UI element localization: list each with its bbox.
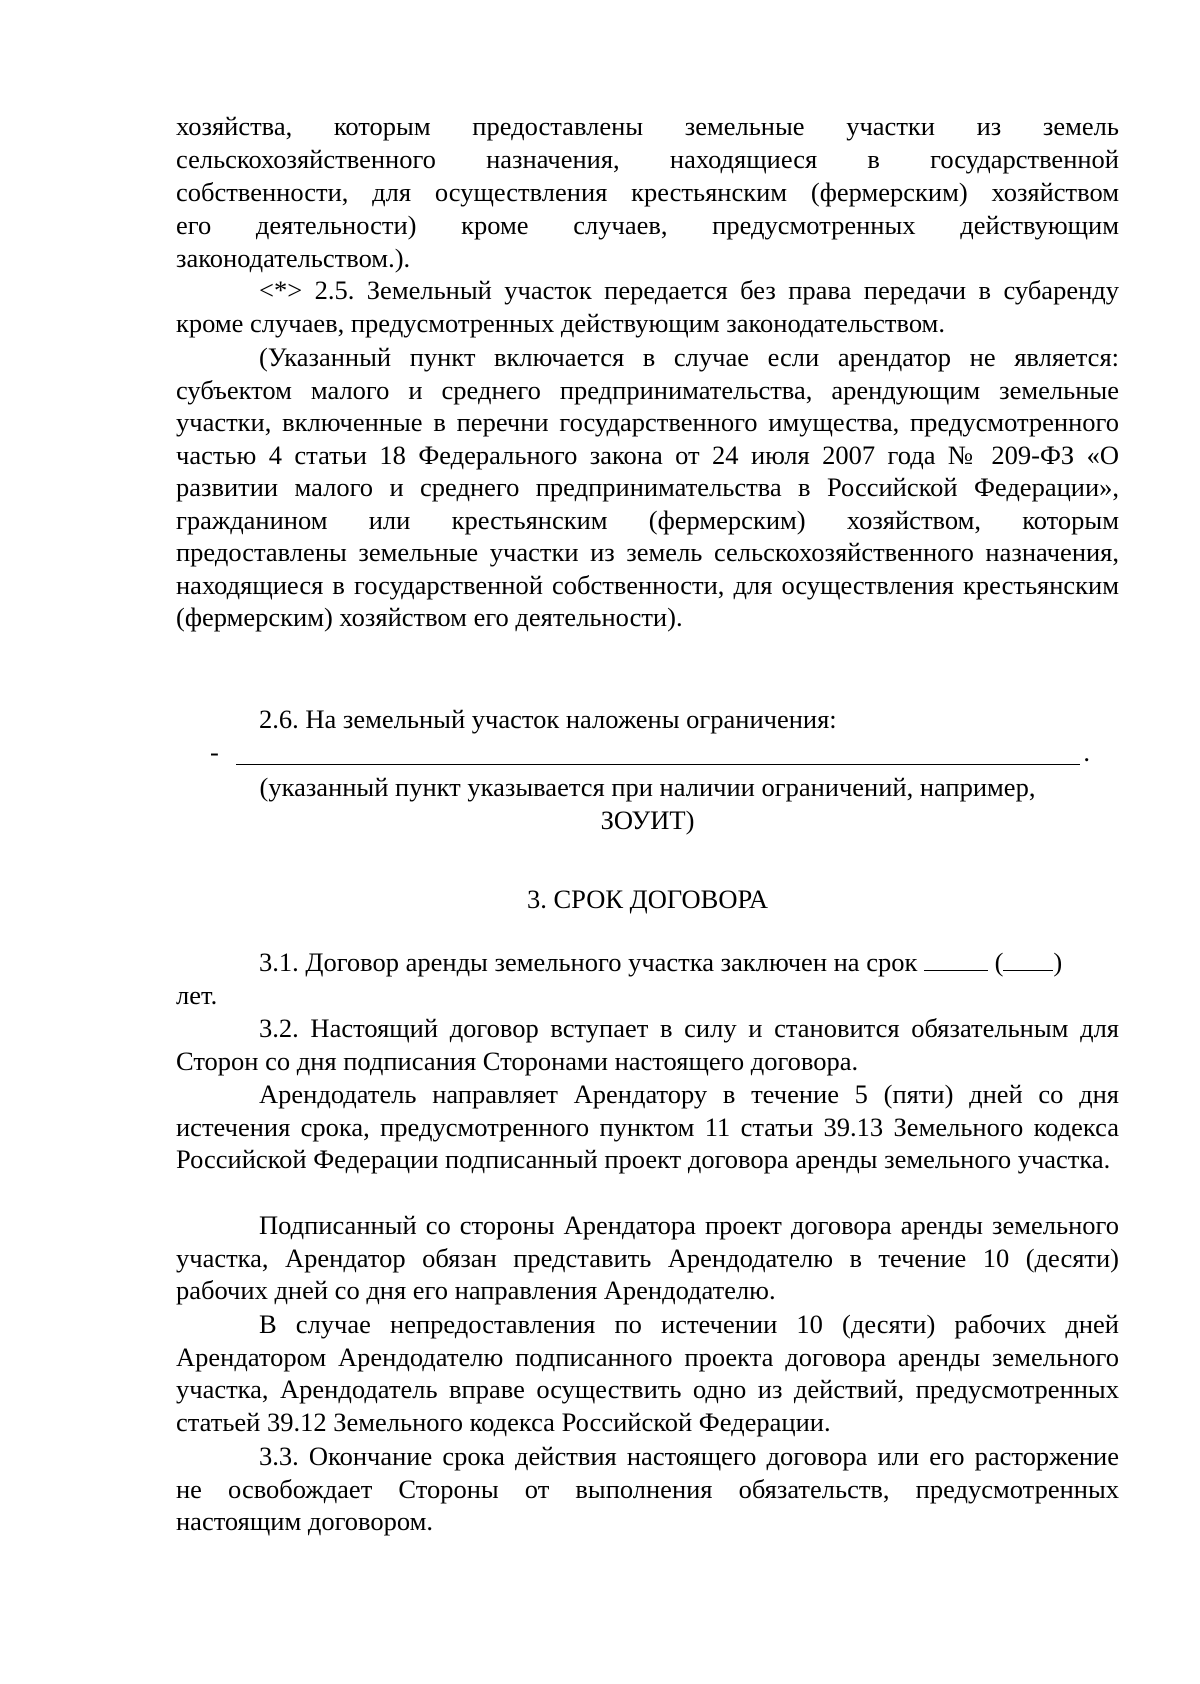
paragraph-2-6-restrictions: 2.6. На земельный участок наложены ограничения: (259, 704, 837, 734)
term-blank (924, 946, 988, 971)
paragraph-signed-project: Подписанный со стороны Арендатора проект договора аренды земельного участка, Арендатор обязан представить Арендодателю в течение 10 (десяти) рабочих дней со дня его направления Арендодателю. (176, 1210, 1119, 1305)
section-3-title: 3. СРОК ДОГОВОРА (527, 884, 768, 914)
paragraph-3-2: 3.2. Настоящий договор вступает в силу и становится обязательным для Сторон со дня подписания Сторонами настоящего договора. (176, 1013, 1119, 1076)
term-paren-open: ( (994, 947, 1004, 977)
paragraph-continuation-line-4: его деятельности) кроме случаев, предусмотренных действующим (176, 210, 1119, 240)
fill-line-dot: . (1083, 737, 1090, 767)
fill-line-dash: - (210, 737, 219, 767)
paragraph-landlord-sends: Арендодатель направляет Арендатору в течение 5 (пяти) дней со дня истечения срока, предусмотренного пунктом 11 статьи 39.13 Земельного кодекса Российской Федерации подписанный проект договора аренды земельного участка. (176, 1079, 1119, 1174)
paragraph-3-1-text: 3.1. Договор аренды земельного участка заключен на срок (259, 947, 918, 977)
paragraph-2-5: <*> 2.5. Земельный участок передается без права передачи в субаренду кроме случаев, предусмотренных действующим законодательством. (176, 275, 1119, 338)
paragraph-continuation-line-2: сельскохозяйственного назначения, находящиеся в государственной (176, 144, 1119, 174)
paragraph-3-1-years: лет. (176, 980, 218, 1010)
term-words-blank (1003, 946, 1053, 971)
paragraph-3-1 (176, 946, 1119, 979)
paragraph-continuation-line-5: законодательством.). (176, 243, 411, 273)
restrictions-note-line-1: (указанный пункт указывается при наличии ограничений, например, (259, 772, 1036, 802)
fill-line-underline (236, 764, 1080, 765)
paragraph-3-3: 3.3. Окончание срока действия настоящего договора или его расторжение не освобождает Стороны от выполнения обязательств, предусмотренных настоящим договором. (176, 1441, 1119, 1536)
paragraph-continuation-line-1: хозяйства, которым предоставлены земельные участки из земель (176, 111, 1119, 141)
term-paren-close: ) (1053, 947, 1063, 977)
restrictions-fill-line (210, 736, 1090, 776)
restrictions-note-line-2: ЗОУИТ) (600, 805, 695, 835)
paragraph-note-subletting: (Указанный пункт включается в случае если арендатор не является: субъектом малого и среднего предпринимательства, арендующим земельные участки, включенные в перечни государственного имущества, предусмотренного частью 4 статьи 18 Федерального закона от 24 июля 2007 года № 209-ФЗ «О развитии малого и среднего предпринимательства в Российской Федерации», гражданином или крестьянским (фермерским) хозяйством, которым предоставлены земельные участки из земель сельскохозяйственного назначения, находящиеся в государственной собственности, для осуществления крестьянским (фермерским) хозяйством его деятельности). (176, 342, 1119, 632)
paragraph-non-provision: В случае непредоставления по истечении 10 (десяти) рабочих дней Арендатором Арендодателю подписанного проекта договора аренды земельного участка, Арендодатель вправе осуществить одно из действий, предусмотренных статьей 39.12 Земельного кодекса Российской Федерации. (176, 1309, 1119, 1437)
paragraph-continuation-line-3: собственности, для осуществления крестьянским (фермерским) хозяйством (176, 177, 1119, 207)
